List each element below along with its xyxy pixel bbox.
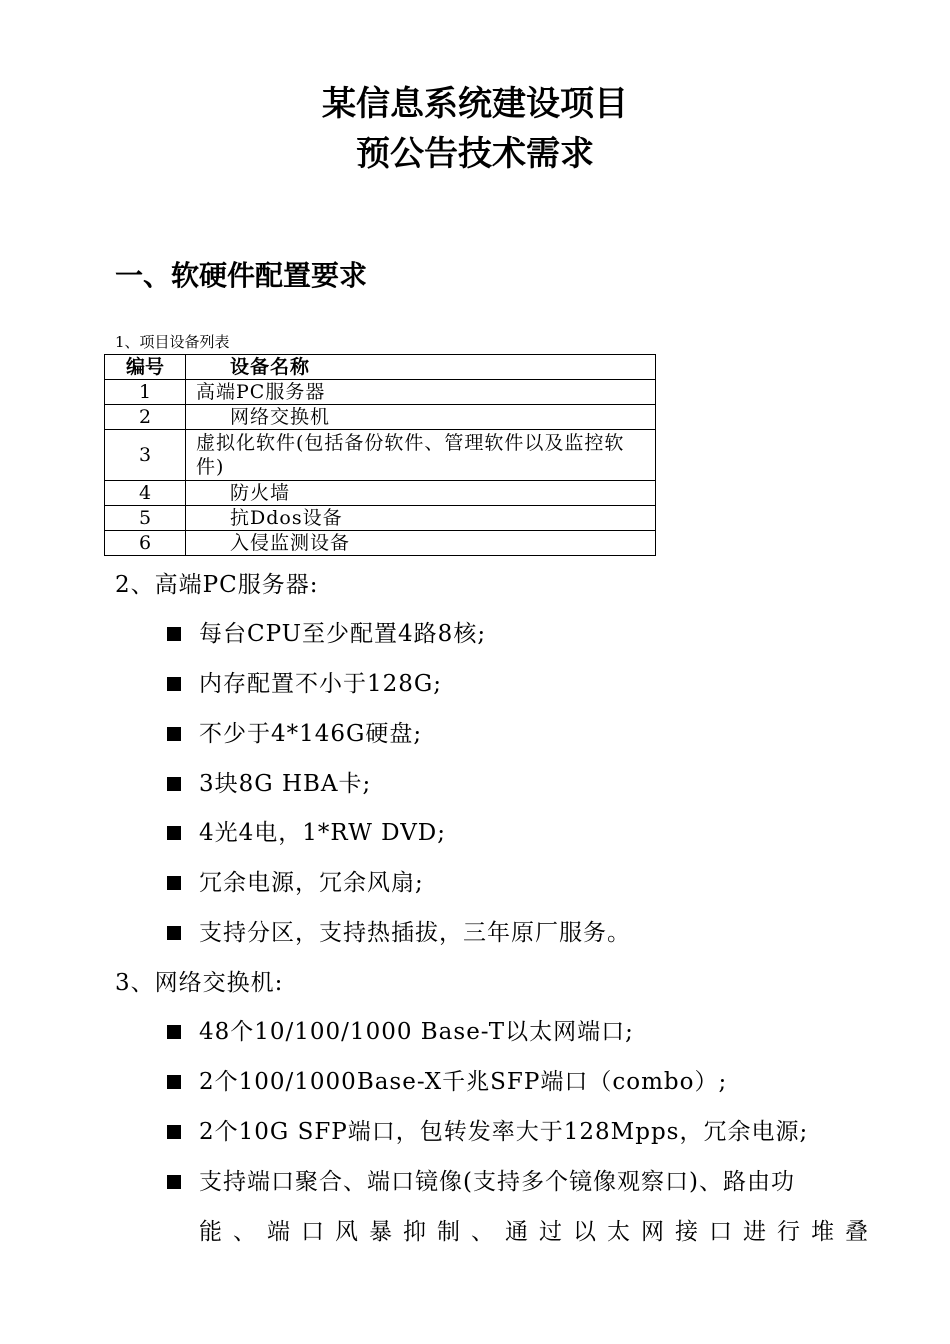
table-cell-number: 1 — [105, 380, 186, 405]
table-cell-number: 4 — [105, 481, 186, 506]
table-cell-number: 3 — [105, 430, 186, 481]
list-item-text: 不少于4*146G硬盘; — [199, 721, 423, 747]
table-cell-number: 5 — [105, 506, 186, 531]
table-cell-name: 虚拟化软件(包括备份软件、管理软件以及监控软件) — [186, 430, 656, 481]
table-header-name: 设备名称 — [186, 355, 656, 380]
list-item-text: 2个10G SFP端口，包转发率大于128Mpps，冗余电源; — [199, 1119, 809, 1145]
table-cell-name: 高端PC服务器 — [186, 380, 656, 405]
list-item-text: 支持分区，支持热插拔，三年原厂服务。 — [199, 920, 631, 946]
table-cell-name: 抗Ddos设备 — [186, 506, 656, 531]
table-row — [105, 430, 656, 481]
square-bullet-icon — [167, 677, 181, 691]
table-cell-name: 入侵监测设备 — [186, 531, 656, 556]
square-bullet-icon — [167, 876, 181, 890]
table-row — [105, 506, 656, 531]
list-item-text: 支持端口聚合、端口镜像(支持多个镜像观察口)、路由功 — [199, 1169, 795, 1195]
table-cell-name: 网络交换机 — [186, 405, 656, 430]
section2-heading: 2、高端PC服务器: — [115, 572, 319, 598]
list-item-text: 48个10/100/1000 Base-T以太网端口; — [199, 1019, 634, 1045]
table-row — [105, 405, 656, 430]
table-row — [105, 380, 656, 405]
list-item-text: 冗余电源，冗余风扇; — [199, 870, 424, 896]
document-title-line1: 某信息系统建设项目 — [322, 84, 628, 124]
table-caption: 1、项目设备列表 — [115, 333, 230, 351]
square-bullet-icon — [167, 1025, 181, 1039]
list-item-continuation: 能、端口风暴抑制、通过以太网接口进行堆叠 — [199, 1219, 879, 1245]
equipment-table — [104, 354, 656, 556]
document-title-line2: 预公告技术需求 — [356, 134, 594, 174]
square-bullet-icon — [167, 826, 181, 840]
square-bullet-icon — [167, 777, 181, 791]
section1-heading: 一、软硬件配置要求 — [115, 259, 368, 292]
table-cell-number: 6 — [105, 531, 186, 556]
square-bullet-icon — [167, 627, 181, 641]
table-row — [105, 481, 656, 506]
table-header-number: 编号 — [105, 355, 186, 380]
square-bullet-icon — [167, 727, 181, 741]
square-bullet-icon — [167, 1125, 181, 1139]
section3-heading: 3、网络交换机: — [115, 970, 284, 996]
square-bullet-icon — [167, 1075, 181, 1089]
table-row — [105, 531, 656, 556]
square-bullet-icon — [167, 926, 181, 940]
table-cell-number: 2 — [105, 405, 186, 430]
list-item-text: 内存配置不小于128G; — [199, 671, 443, 697]
list-item-text: 4光4电，1*RW DVD; — [199, 820, 446, 846]
table-header-row — [105, 355, 656, 380]
table-cell-name: 防火墙 — [186, 481, 656, 506]
square-bullet-icon — [167, 1175, 181, 1189]
list-item-text: 3块8G HBA卡; — [199, 771, 372, 797]
list-item-text: 2个100/1000Base-X千兆SFP端口（combo）; — [199, 1069, 728, 1095]
list-item-text: 每台CPU至少配置4路8核; — [199, 621, 487, 647]
